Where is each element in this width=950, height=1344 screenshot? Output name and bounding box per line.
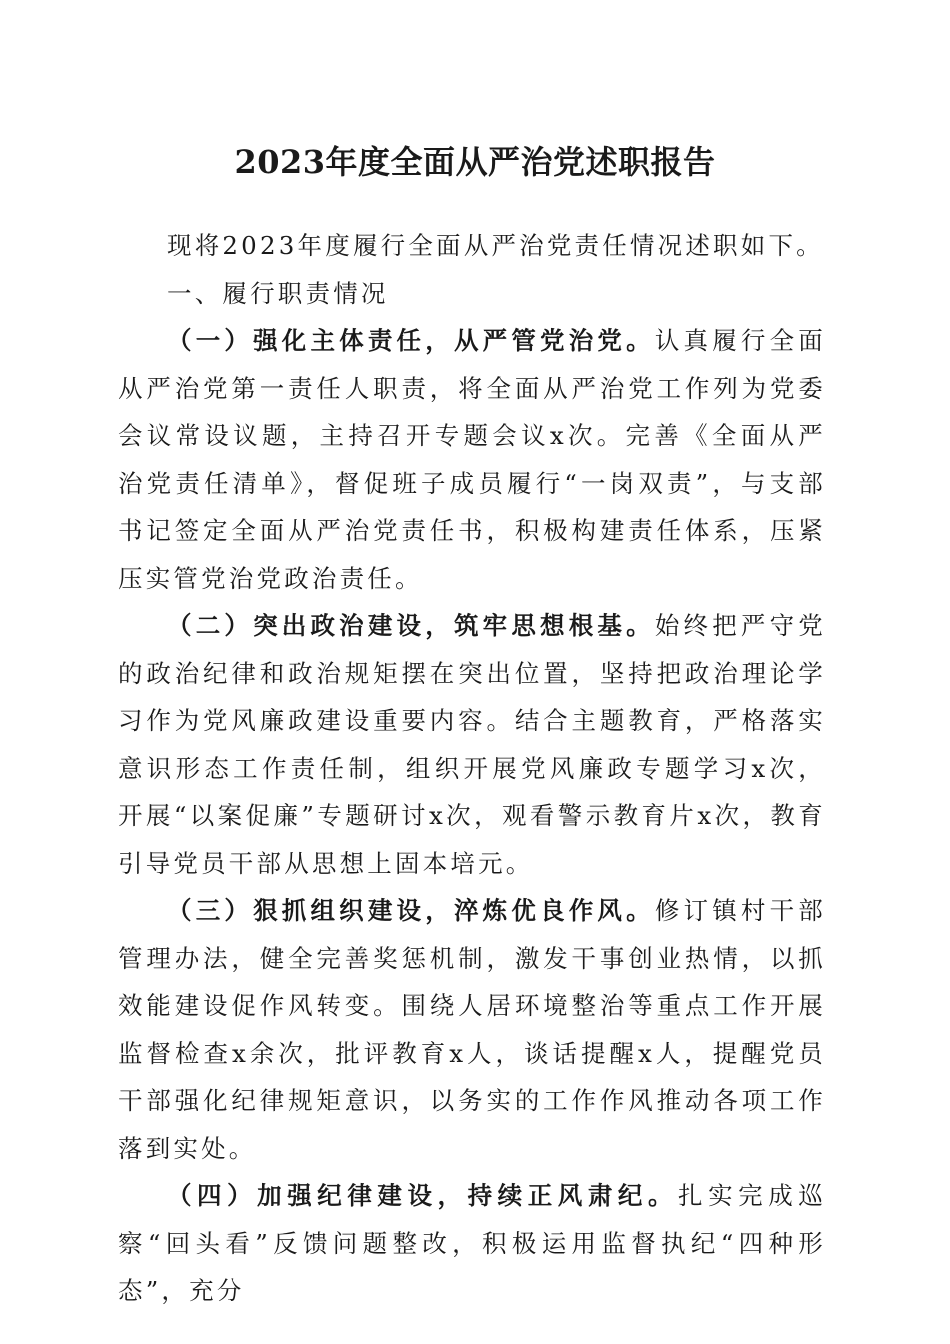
- item-text-4: 扎实完成巡察“回头看”反馈问题整改，积极运用监督执纪“四种形态”，充分: [118, 1181, 826, 1305]
- intro-paragraph: 现将2023年度履行全面从严治党责任情况述职如下。: [167, 231, 824, 260]
- document-title: 2023年度全面从严治党述职报告: [234, 143, 716, 181]
- item-lead-3: （三）狠抓组织建设，淬炼优良作风。: [167, 896, 655, 925]
- item-paragraph-3: [118, 887, 826, 1172]
- item-paragraph-1: [118, 317, 826, 602]
- document-body: [118, 222, 826, 1315]
- item-text-3: 修订镇村干部管理办法，健全完善奖惩机制，激发干事创业热情，以抓效能建设促作风转变。围绕人居环境整治等重点工作开展监督检查x余次，批评教育x人，谈话提醒x人，提醒党员干部强化纪律规矩意识，以务实的工作作风推动各项工作落到实处。: [118, 896, 827, 1163]
- item-text-1: 认真履行全面从严治党第一责任人职责，将全面从严治党工作列为党委会议常设议题，主持召开专题会议x次。完善《全面从严治党责任清单》，督促班子成员履行“一岗双责”，与支部书记签定全面从严治党责任书，积极构建责任体系，压紧压实管党治党政治责任。: [118, 326, 827, 593]
- item-lead-1: （一）强化主体责任，从严管党治党。: [167, 326, 655, 355]
- item-text-2: 始终把严守党的政治纪律和政治规矩摆在突出位置，坚持把政治理论学习作为党风廉政建设重要内容。结合主题教育，严格落实意识形态工作责任制，组织开展党风廉政专题学习x次，开展“以案促廉”专题研讨x次，观看警示教育片x次，教育引导党员干部从思想上固本培元。: [118, 611, 827, 878]
- item-lead-2: （二）突出政治建设，筑牢思想根基。: [167, 611, 655, 640]
- item-paragraph-2: [118, 602, 826, 887]
- section-heading: 一、履行职责情况: [167, 278, 389, 308]
- item-paragraph-4: [118, 1172, 826, 1315]
- item-lead-4: （四）加强纪律建设，持续正风肃纪。: [167, 1181, 679, 1210]
